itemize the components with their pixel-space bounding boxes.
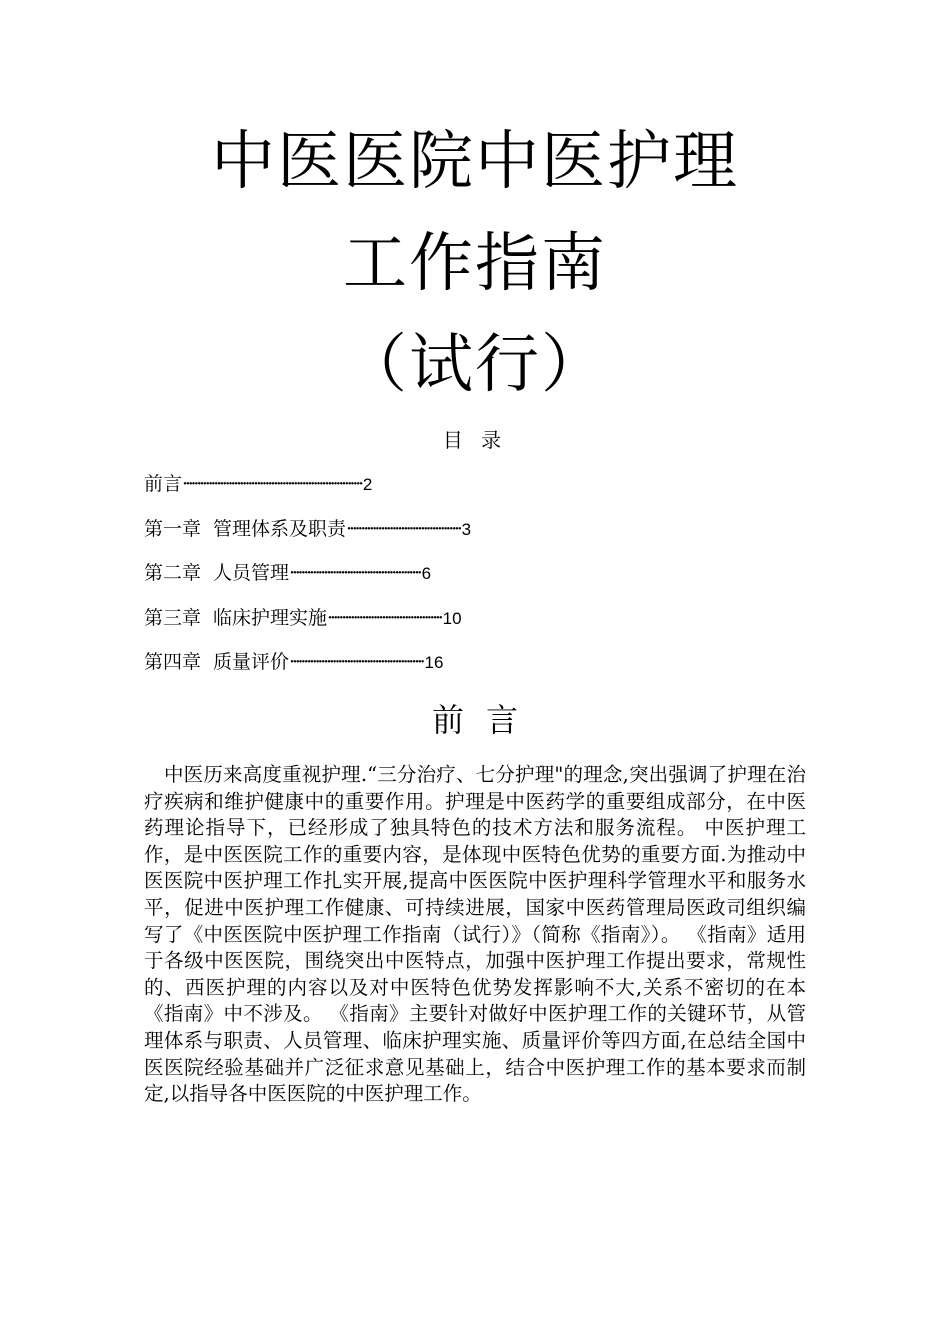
toc-page-number: 10 — [442, 608, 462, 628]
document-title-line-2: 工作指南 — [343, 227, 607, 301]
toc-page-number: 2 — [362, 475, 373, 494]
preface-body-paragraph: 中医历来高度重视护理.“三分治疗、七分护理"的理念,突出强调了护理在治疗疾病和维护健康中的重要作用。护理是中医药学的重要组成部分，在中医药理论指导下，已经形成了独具特色的技术方法和服务流程。 中医护理工作，是中医医院工作的重要内容，是体现中医特色优势的重要方面.为推动中医医院中医护理工作扎实开展,提高中医医院中医护理科学管理水平和服务水平，促进中医护理工作健康、可持续进展，国家中医药管理局医政司组织编写了《中医医院中医护理工作指南（试行）》（简称《指南》）。 《指南》适用于各级中医医院，围绕突出中医特点，加强中医护理工作提出要求，常规性的、西医护理的内容以及对中医特色优势发挥影响不大,关系不密切的在本《指南》中不涉及。 《指南》主要针对做好中医护理工作的关键环节，从管理体系与职责、人员管理、临床护理实施、质量评价等四方面,在总结全国中医医院经验基础并广泛征求意见基础上，结合中医护理工作的基本要求而制定,以指导各中医医院的中医护理工作。 — [144, 763, 806, 1106]
document-title-line-1: 中医医院中医护理 — [211, 125, 739, 199]
toc-page-number: 3 — [461, 519, 472, 539]
toc-entry-chapter-2[interactable] — [144, 559, 784, 604]
preface-heading — [0, 700, 950, 740]
toc-entry-chapter-4[interactable] — [144, 648, 784, 693]
toc-leader-dots: ··············································· — [289, 651, 423, 673]
toc-entry-title: 人员管理 — [213, 562, 290, 584]
toc-page-number: 6 — [421, 564, 432, 583]
toc-chapter-number: 第一章 — [144, 517, 202, 540]
toc-entry-title: 质量评价 — [213, 651, 290, 673]
toc-chapter-number: 第四章 — [144, 651, 202, 673]
document-title-line-3: （试行） — [343, 328, 607, 402]
toc-leader-dots: ······························································· — [182, 473, 361, 495]
toc-entry-chapter-3[interactable] — [144, 604, 784, 649]
toc-chapter-number: 第三章 — [144, 606, 202, 629]
toc-entry-title: 临床护理实施 — [213, 606, 328, 629]
preface-heading-char: 言 — [486, 701, 519, 739]
toc-chapter-number: 第二章 — [144, 562, 202, 584]
toc-entry-title: 管理体系及职责 — [213, 517, 347, 540]
toc-entry-preface[interactable] — [144, 470, 784, 515]
toc-leader-dots: ········································ — [346, 517, 460, 540]
toc-page-number: 16 — [424, 653, 444, 672]
toc-leader-dots: ········································ — [327, 606, 441, 629]
toc-entry-title: 前言 — [144, 473, 183, 495]
table-of-contents — [144, 470, 784, 693]
preface-heading-char: 前 — [431, 701, 464, 739]
toc-leader-dots: ·············································· — [289, 562, 420, 584]
toc-heading: 目 录 — [442, 428, 508, 452]
toc-entry-chapter-1[interactable] — [144, 515, 784, 560]
